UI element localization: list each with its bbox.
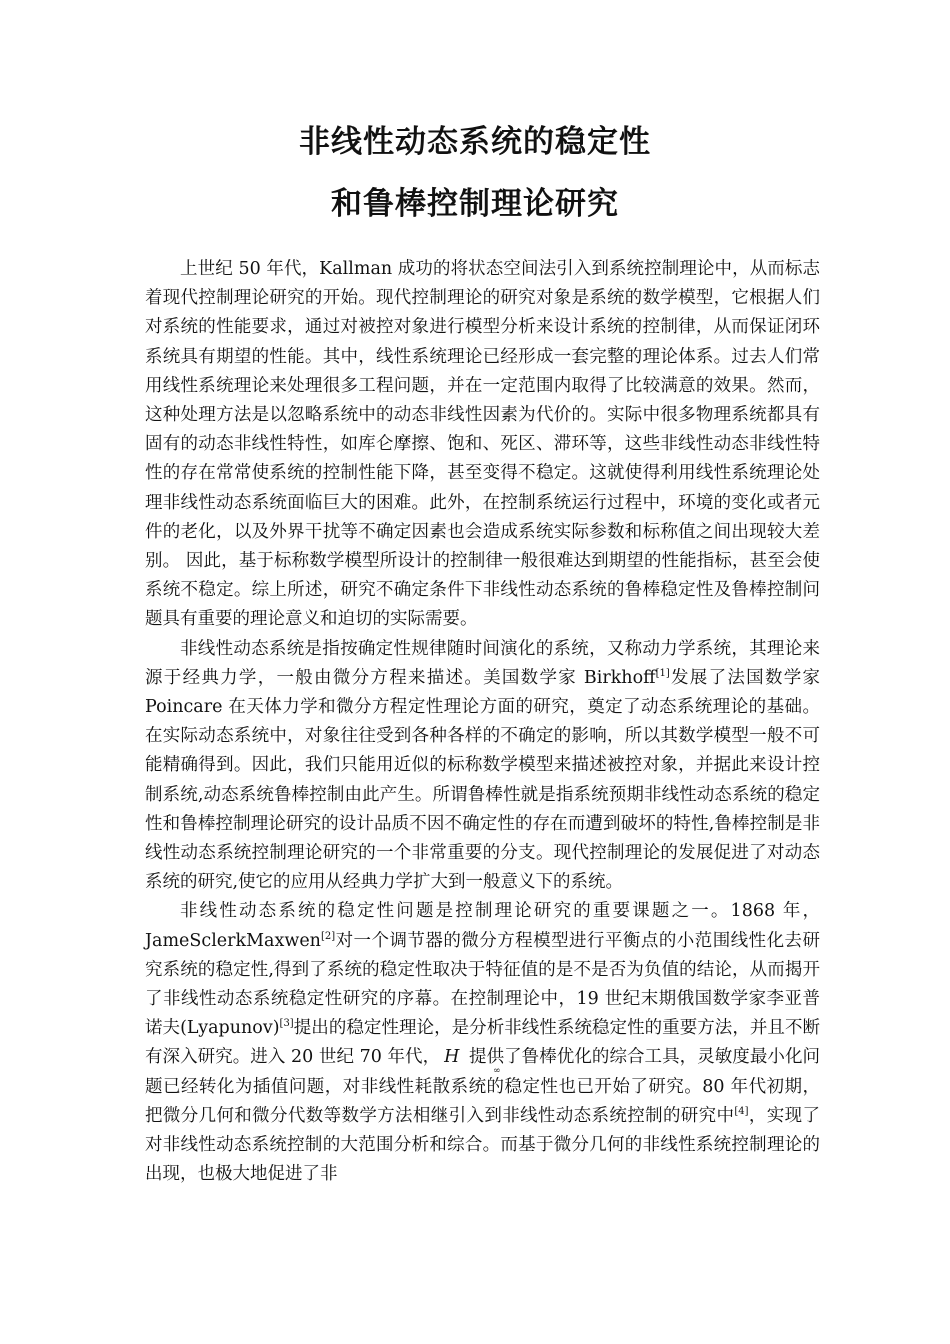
citation-1: [1] (655, 668, 670, 680)
paragraph-3-text-b: 对一个调节器的微分方程模型进行平衡点的小范围线性化去研究系统的稳定性,得到了系统的稳定性取决于特征值的是不是否为负值的结论，从而揭开了非线性动态系统稳定性研究的序幕。在控制理论中，19 世纪末期俄国数学家李亚普诺夫(Lyapunov) (145, 930, 820, 1039)
citation-3: [3] (279, 1018, 294, 1030)
h-infinity-letter: H (444, 1047, 460, 1068)
paragraph-3-text-d: 提供了鲁棒优化的综合工具，灵敏度最小化问题已经转化为插值问题，对非线性耗散系统的稳定性也已开始了研究。80 年代初期，把微分几何和微分代数等数学方法相继引入到非线性动态系统控制的研究中 (145, 1047, 820, 1126)
h-infinity-subscript: ∞ (493, 1066, 501, 1077)
paragraph-3-text-c: 提出的稳定性理论，是分析非线性系统稳定性的重要方法，并且不断有深入研究。进入 20 世纪 70 年代， (145, 1018, 820, 1068)
paragraph-2-text-a: 非线性动态系统是指按确定性规律随时间演化的系统，又称动力学系统，其理论来源于经典力学，一般由微分方程来描述。美国数学家 Birkhoff (145, 638, 820, 688)
citation-4: [4] (734, 1106, 749, 1118)
paragraph-3-text-e: ，实现了对非线性动态系统控制的大范围分析和综合。而基于微分几何的非线性系统控制理论的出现，也极大地促进了非 (145, 1105, 821, 1185)
paragraph-2 (145, 635, 820, 898)
paragraph-3 (145, 897, 820, 1189)
paragraph-1: 上世纪 50 年代，Kallman 成功的将状态空间法引入到系统控制理论中，从而标志着现代控制理论研究的开始。现代控制理论的研究对象是系统的数学模型，它根据人们对系统的性能要求，通过对被控对象进行模型分析来设计系统的控制律，从而保证闭环系统具有期望的性能。其中，线性系统理论已经形成一套完整的理论体系。过去人们常用线性系统理论来处理很多工程问题，并在一定范围内取得了比较满意的效果。然而，这种处理方法是以忽略系统中的动态非线性因素为代价的。实际中很多物理系统都具有固有的动态非线性特性，如库仑摩擦、饱和、死区、滞环等，这些非线性动态非线性特性的存在常常使系统的控制性能下降，甚至变得不稳定。这就使得利用线性系统理论处理非线性动态系统面临巨大的困难。此外，在控制系统运行过程中，环境的变化或者元件的老化，以及外界干扰等不确定因素也会造成系统实际参数和标称值之间出现较大差别。 因此，基于标称数学模型所设计的控制律一般很难达到期望的性能指标，甚至会使系统不稳定。综上所述，研究不确定条件下非线性动态系统的鲁棒稳定性及鲁棒控制问题具有重要的理论意义和迫切的实际需要。 (145, 259, 820, 630)
citation-2: [2] (320, 930, 336, 942)
document-title-line-2: 和鲁棒控制理论研究 (331, 186, 619, 222)
h-infinity-symbol (440, 1047, 501, 1077)
document-body (145, 255, 820, 1190)
paragraph-3-text-a: 非线性动态系统的稳定性问题是控制理论研究的重要课题之一。1868 年，JameSclerkMaxwen (145, 901, 820, 951)
paragraph-2-text-b: 发展了法国数学家 Poincare 在天体力学和微分方程定性理论方面的研究，奠定了动态系统理论的基础。在实际动态系统中，对象往往受到各种各样的不确定的影响，所以其数学模型一般不可能精确得到。因此，我们只能用近似的标称数学模型来描述被控对象，并据此来设计控制系统,动态系统鲁棒控制由此产生。所谓鲁棒性就是指系统预期非线性动态系统的稳定性和鲁棒控制理论研究的设计品质不因不确定性的存在而遭到破坏的特性,鲁棒控制是非线性动态系统控制理论研究的一个非常重要的分支。现代控制理论的发展促进了对动态系统的研究,使它的应用从经典力学扩大到一般意义下的系统。 (145, 667, 821, 893)
document-title-line-1: 非线性动态系统的稳定性 (299, 124, 651, 160)
